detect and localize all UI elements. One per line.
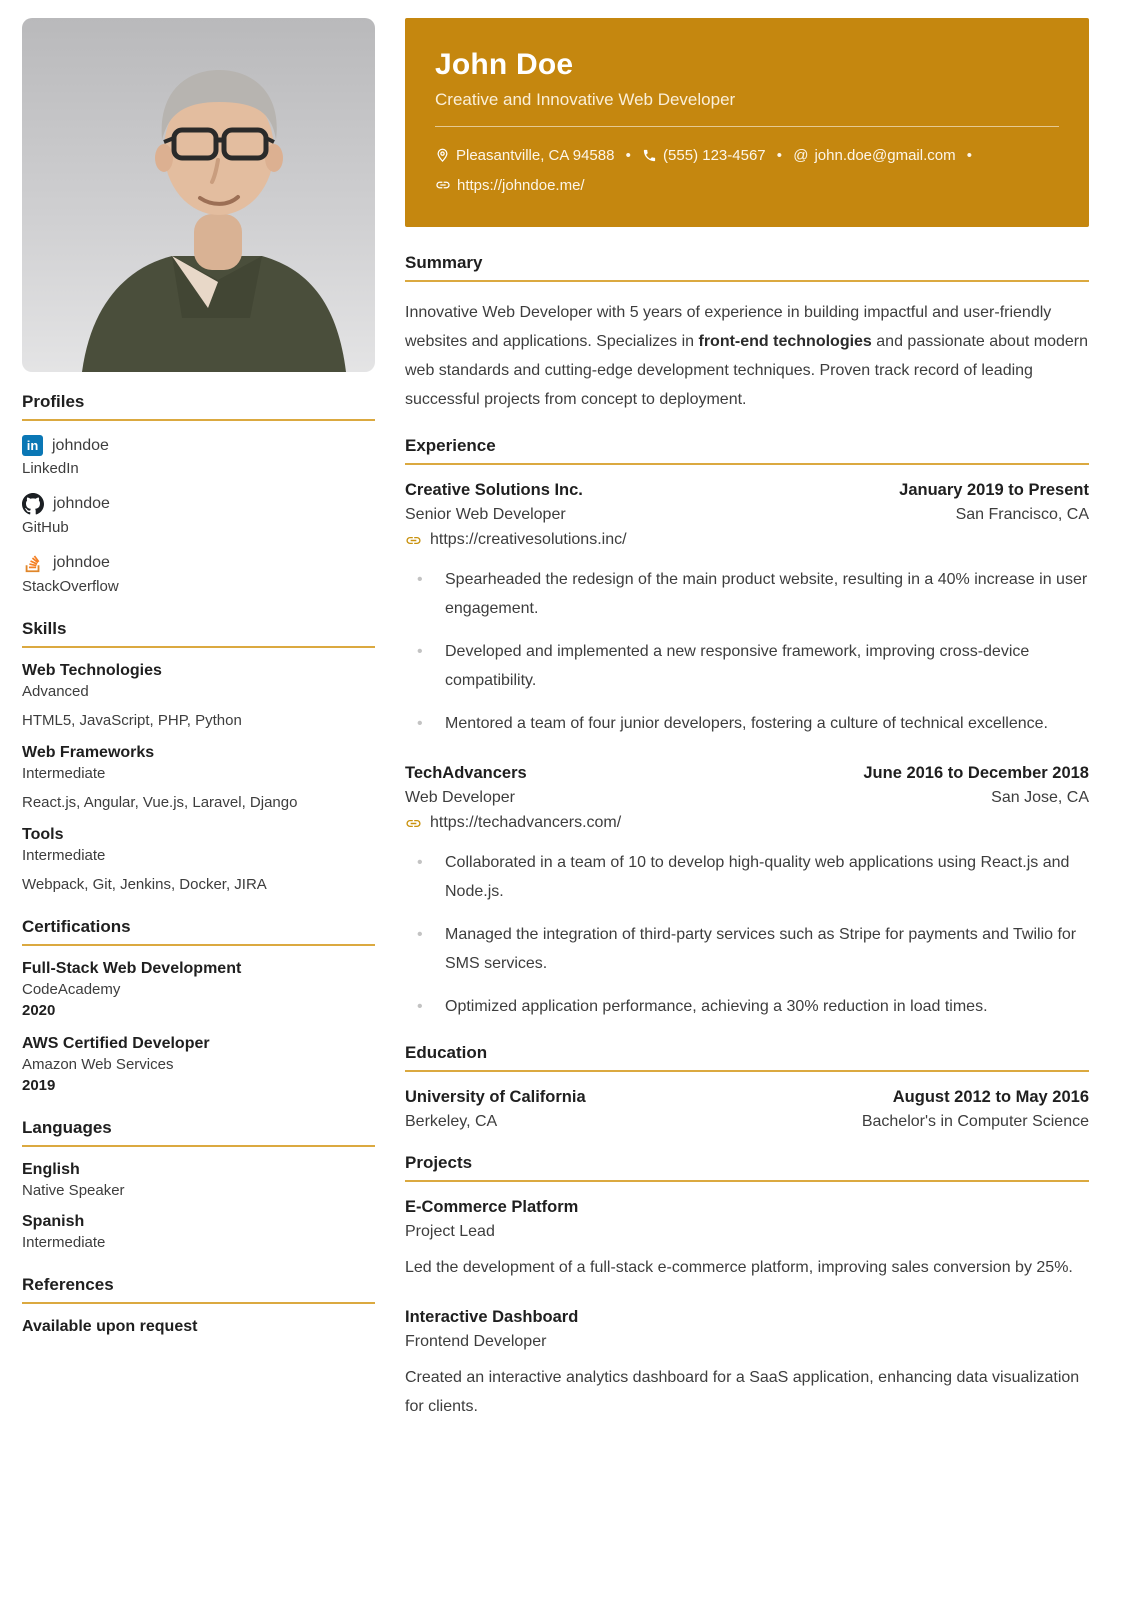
skill-keywords: HTML5, JavaScript, PHP, Python: [22, 712, 242, 729]
certification-name: AWS Certified Developer: [22, 1035, 210, 1052]
skills-heading: Skills: [22, 619, 375, 648]
job-location: San Francisco, CA: [955, 506, 1089, 523]
contact-website[interactable]: https://johndoe.me/: [435, 177, 585, 194]
project-description: Created an interactive analytics dashboard for a SaaS application, enhancing data visualization for clients.: [405, 1369, 1080, 1415]
contact-info: [435, 141, 1059, 201]
hero-header: [405, 18, 1089, 227]
phone-icon: [642, 148, 657, 163]
job-url[interactable]: https://techadvancers.com/: [405, 814, 1089, 832]
skill-name: Tools: [22, 826, 64, 843]
certification-item: [22, 960, 375, 1019]
profile-linkedin: [22, 435, 375, 477]
profile-github: [22, 493, 375, 536]
skill-item: [22, 826, 375, 893]
skill-item: [22, 662, 375, 729]
job-entry: [405, 481, 1089, 738]
job-dates: January 2019 to Present: [899, 481, 1089, 499]
references-section: [22, 1275, 375, 1336]
languages-heading: Languages: [22, 1118, 375, 1147]
experience-heading: Experience: [405, 436, 1089, 465]
job-role: Web Developer: [405, 789, 515, 806]
education-heading: Education: [405, 1043, 1089, 1072]
contact-phone: (555) 123-4567: [642, 147, 770, 164]
job-bullets: [405, 565, 1089, 738]
education-school: University of California: [405, 1088, 586, 1106]
job-bullet: • Optimized application performance, achieving a 30% reduction in load times.: [405, 992, 1089, 1021]
main-column: [405, 18, 1089, 1600]
certifications-section: [22, 917, 375, 1094]
job-bullet: • Managed the integration of third-party services such as Stripe for payments and Twilio for SMS services.: [405, 920, 1089, 978]
dot-separator: •: [625, 147, 631, 164]
profile-stackoverflow: [22, 552, 375, 595]
language-item: [22, 1213, 375, 1251]
certification-year: 2019: [22, 1077, 56, 1094]
certifications-heading: Certifications: [22, 917, 375, 946]
profile-network-label: LinkedIn: [22, 460, 79, 477]
job-bullet: • Spearheaded the redesign of the main product website, resulting in a 40% increase in user engagement.: [405, 565, 1089, 623]
profile-username[interactable]: johndoe: [52, 436, 109, 454]
hero-divider: [435, 126, 1059, 127]
job-bullet: • Developed and implemented a new responsive framework, improving cross-device compatibility.: [405, 637, 1089, 695]
language-item: [22, 1161, 375, 1199]
job-company: Creative Solutions Inc.: [405, 481, 583, 499]
linkedin-icon: in: [22, 435, 43, 456]
experience-section: [405, 436, 1089, 1021]
skill-level: Advanced: [22, 683, 89, 700]
education-location: Berkeley, CA: [405, 1113, 498, 1130]
person-name: John Doe: [435, 48, 574, 81]
project-role: Frontend Developer: [405, 1333, 547, 1350]
job-role: Senior Web Developer: [405, 506, 566, 523]
certification-issuer: CodeAcademy: [22, 981, 121, 998]
job-company: TechAdvancers: [405, 764, 527, 782]
job-location: San Jose, CA: [991, 789, 1089, 806]
skill-keywords: React.js, Angular, Vue.js, Laravel, Django: [22, 794, 298, 811]
link-icon: [405, 532, 422, 549]
project-entry: [405, 1198, 1089, 1282]
job-url[interactable]: https://creativesolutions.inc/: [405, 531, 1089, 549]
profile-photo: [22, 18, 375, 372]
job-bullets: [405, 848, 1089, 1021]
certification-issuer: Amazon Web Services: [22, 1056, 174, 1073]
education-degree: Bachelor's in Computer Science: [861, 1113, 1089, 1130]
certification-item: [22, 1035, 375, 1094]
education-section: [405, 1043, 1089, 1131]
profiles-heading: Profiles: [22, 392, 375, 421]
summary-section: [405, 253, 1089, 414]
summary-bold-phrase: front-end technologies: [698, 333, 872, 350]
skill-item: [22, 744, 375, 811]
projects-section: [405, 1153, 1089, 1421]
link-icon: [405, 815, 422, 832]
person-title: Creative and Innovative Web Developer: [435, 90, 736, 109]
language-name: Spanish: [22, 1213, 85, 1230]
at-icon: @: [793, 147, 809, 164]
contact-email[interactable]: @ john.doe@gmail.com: [793, 147, 956, 164]
references-text: Available upon request: [22, 1318, 198, 1335]
project-name: E-Commerce Platform: [405, 1198, 579, 1216]
skill-name: Web Frameworks: [22, 744, 155, 761]
job-dates: June 2016 to December 2018: [863, 764, 1089, 782]
job-bullet: • Mentored a team of four junior developers, fostering a culture of technical excellence.: [405, 709, 1089, 738]
job-bullet: • Collaborated in a team of 10 to develop high-quality web applications using React.js and Node.js.: [405, 848, 1089, 906]
profile-network-label: StackOverflow: [22, 578, 119, 595]
dot-separator: •: [776, 147, 783, 164]
language-name: English: [22, 1161, 80, 1178]
certification-year: 2020: [22, 1002, 56, 1019]
projects-heading: Projects: [405, 1153, 1089, 1182]
project-description: Led the development of a full-stack e-commerce platform, improving sales conversion by 25%.: [405, 1259, 1073, 1276]
dot-separator: •: [966, 147, 973, 164]
skill-keywords: Webpack, Git, Jenkins, Docker, JIRA: [22, 876, 267, 893]
skill-level: Intermediate: [22, 765, 106, 782]
references-heading: References: [22, 1275, 375, 1304]
profiles-section: [22, 392, 375, 595]
language-level: Native Speaker: [22, 1182, 125, 1199]
github-icon: [22, 493, 44, 515]
portrait-illustration: [22, 18, 375, 372]
language-level: Intermediate: [22, 1234, 106, 1251]
summary-heading: Summary: [405, 253, 1089, 282]
sidebar: [22, 18, 375, 1600]
skills-section: [22, 619, 375, 893]
certification-name: Full-Stack Web Development: [22, 960, 242, 977]
location-pin-icon: [435, 148, 450, 163]
contact-location: Pleasantville, CA 94588: [435, 147, 619, 164]
profile-network-label: GitHub: [22, 519, 69, 536]
link-icon: [435, 177, 451, 193]
skill-name: Web Technologies: [22, 662, 162, 679]
profile-username[interactable]: johndoe: [53, 495, 110, 512]
job-entry: [405, 764, 1089, 1021]
languages-section: [22, 1118, 375, 1251]
education-dates: August 2012 to May 2016: [892, 1088, 1089, 1106]
profile-username[interactable]: johndoe: [53, 554, 110, 571]
stackoverflow-icon: [22, 552, 44, 574]
skill-level: Intermediate: [22, 847, 106, 864]
project-role: Project Lead: [405, 1223, 495, 1240]
project-entry: [405, 1308, 1089, 1421]
project-name: Interactive Dashboard: [405, 1308, 579, 1326]
summary-text: Innovative Web Developer with 5 years of experience in building impactful and user-friendly websites and applications. Specializes in front-end technologies and passionate about modern web standards and cutting-edge development techniques. Proven track record of leading successful projects from concept to deployment.: [405, 304, 1088, 408]
